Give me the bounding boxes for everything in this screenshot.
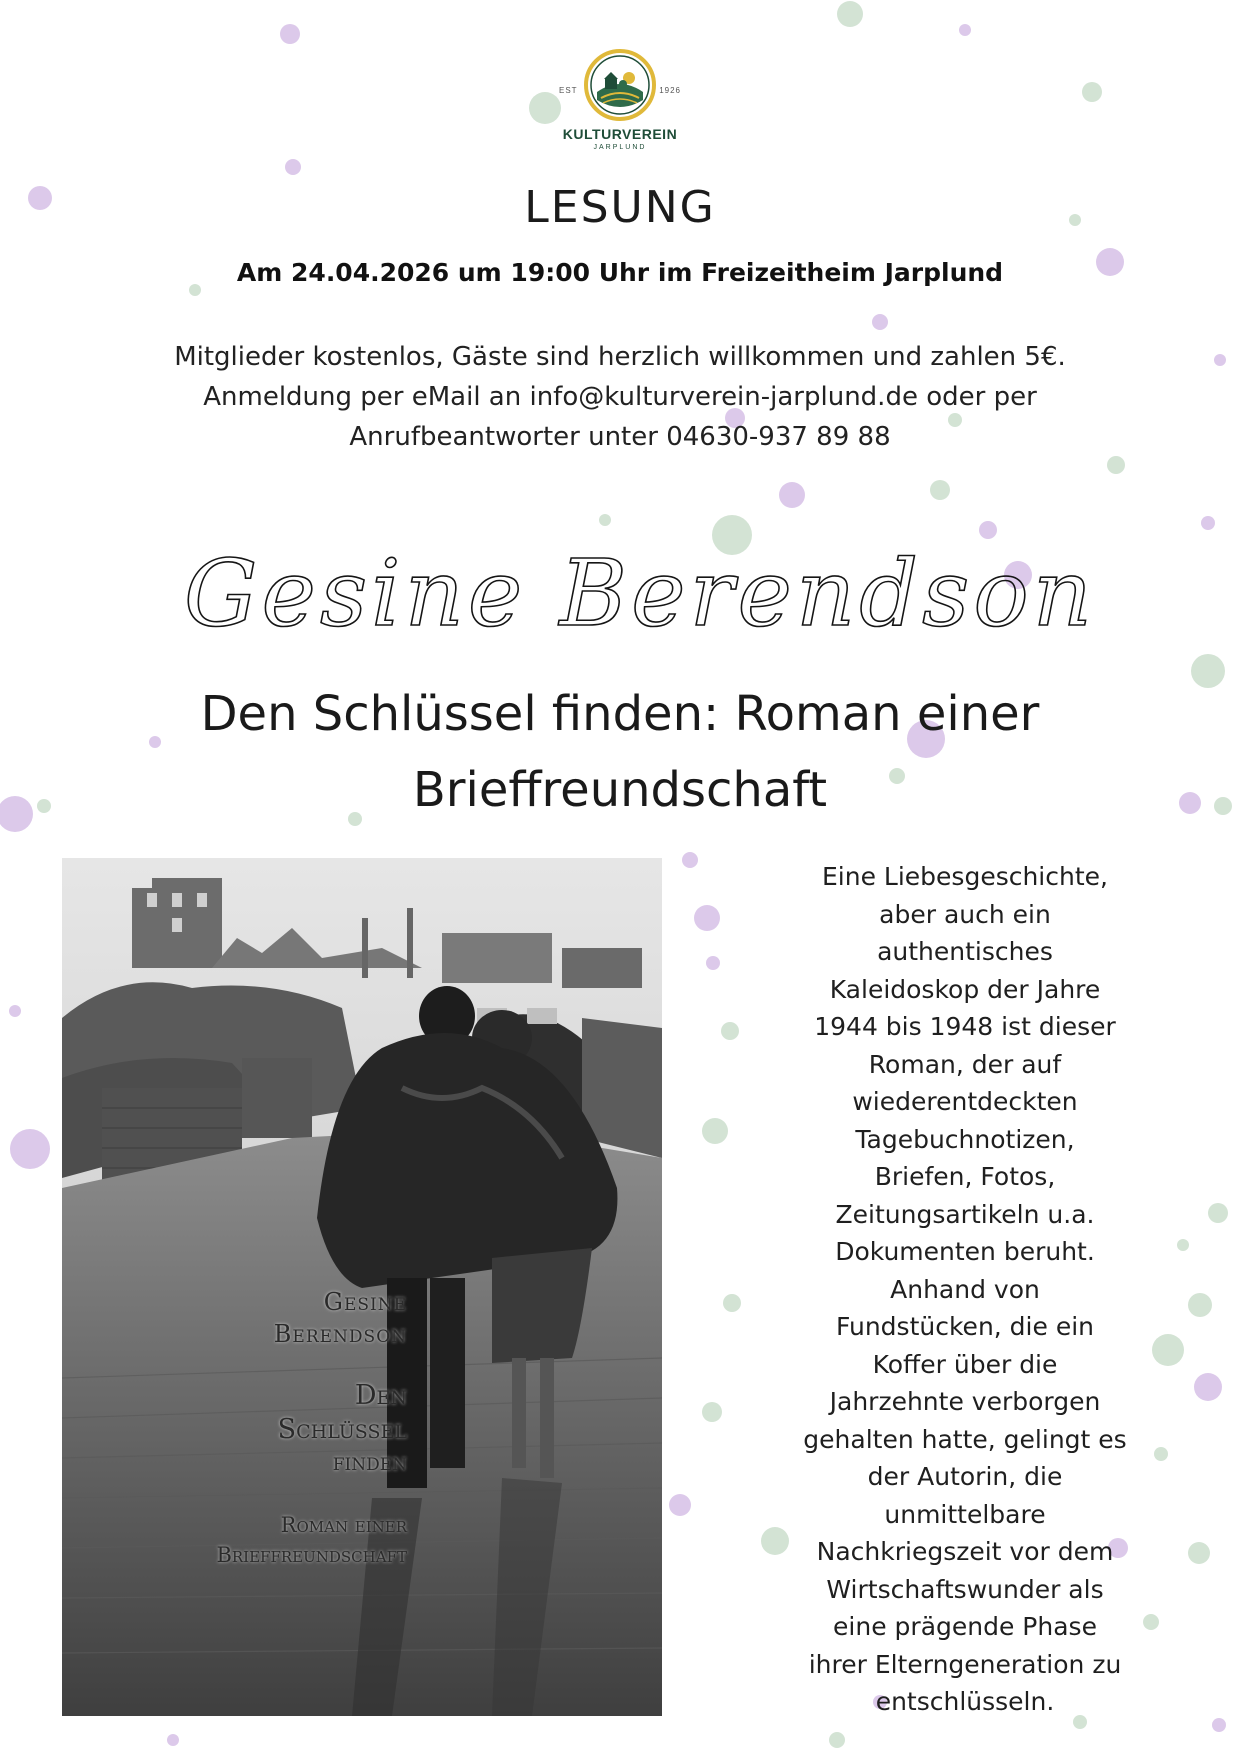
description-line: wiederentdeckten — [852, 1087, 1078, 1116]
confetti-dot — [723, 1294, 741, 1312]
description-line: Anhand von — [890, 1274, 1040, 1304]
confetti-dot — [9, 1005, 21, 1017]
confetti-dot — [1082, 82, 1102, 102]
confetti-dot — [702, 1118, 728, 1144]
confetti-dot — [829, 1732, 845, 1748]
info-line: Anmeldung per eMail an info@kulturverein-jarplund.de oder per — [203, 382, 1037, 412]
kulturverein-logo — [555, 48, 685, 158]
logo-year: 1926 — [659, 86, 681, 95]
confetti-dot — [1201, 516, 1215, 530]
description-line: aber auch ein — [879, 899, 1051, 929]
cover-photo — [62, 858, 662, 1716]
confetti-dot — [1188, 1293, 1212, 1317]
description-line: Tagebuchnotizen, — [855, 1124, 1075, 1154]
confetti-dot — [1212, 1718, 1226, 1732]
confetti-dot — [10, 1129, 50, 1169]
description-line: 1944 bis 1948 ist dieser — [814, 1012, 1116, 1041]
confetti-dot — [872, 314, 888, 330]
cover-subtitle-line: Roman einer — [280, 1513, 407, 1537]
event-info — [0, 337, 1240, 457]
confetti-dot — [959, 24, 971, 36]
author-name-script — [120, 520, 1160, 670]
confetti-dot — [837, 1, 863, 27]
confetti-dot — [167, 1734, 179, 1746]
book-title — [0, 676, 1240, 828]
author-name: Gesine Berendson — [184, 540, 1096, 647]
confetti-dot — [694, 905, 720, 931]
confetti-dot — [1177, 1239, 1189, 1251]
book-title-line: Brieffreundschaft — [412, 762, 828, 818]
description-line: Roman, der auf — [868, 1049, 1062, 1079]
description-line: gehalten hatte, gelingt es — [803, 1424, 1127, 1454]
description-line: Zeitungsartikeln u.a. — [835, 1199, 1095, 1229]
description-line: Wirtschaftswunder als — [826, 1574, 1104, 1604]
confetti-dot — [1188, 1542, 1210, 1564]
confetti-dot — [280, 24, 300, 44]
book-description — [770, 858, 1160, 1721]
description-line: Fundstücken, die ein — [835, 1312, 1094, 1341]
book-cover-image — [62, 858, 662, 1716]
description-line: Briefen, Fotos, — [874, 1162, 1056, 1191]
description-line: entschlüsseln. — [875, 1687, 1055, 1716]
event-heading: LESUNG — [524, 182, 716, 233]
description-line: unmittelbare — [884, 1499, 1046, 1529]
logo-place: JARPLUND — [593, 144, 647, 151]
description-line: Jahrzehnte verborgen — [829, 1387, 1101, 1416]
description-line: Koffer über die — [872, 1349, 1058, 1379]
confetti-dot — [1194, 1373, 1222, 1401]
confetti-dot — [779, 482, 805, 508]
logo-emblem-icon — [583, 48, 657, 122]
cover-author-line: Gesine — [323, 1288, 407, 1316]
confetti-dot — [706, 956, 720, 970]
confetti-dot — [702, 1402, 722, 1422]
confetti-dot — [930, 480, 950, 500]
confetti-dot — [285, 159, 301, 175]
confetti-dot — [1107, 456, 1125, 474]
description-line: Nachkriegszeit vor dem — [816, 1537, 1114, 1566]
confetti-dot — [721, 1022, 739, 1040]
logo-name: KULTURVEREIN — [562, 126, 678, 142]
cover-author-line: Berendson — [273, 1320, 407, 1348]
event-dateline: Am 24.04.2026 um 19:00 Uhr im Freizeitheim Jarplund — [236, 258, 1004, 287]
info-line: Mitglieder kostenlos, Gäste sind herzlich willkommen und zahlen 5€. — [174, 342, 1066, 372]
description-line: Eine Liebesgeschichte, — [822, 862, 1108, 891]
confetti-dot — [1208, 1203, 1228, 1223]
cover-title-line: Den — [354, 1380, 407, 1411]
cover-subtitle-line: Brieffreundschaft — [216, 1543, 407, 1567]
description-line: Kaleidoskop der Jahre — [829, 974, 1101, 1004]
description-line: eine prägende Phase — [833, 1612, 1097, 1641]
info-line: Anrufbeantworter unter 04630-937 89 88 — [349, 422, 891, 452]
confetti-dot — [669, 1494, 691, 1516]
cover-title-line: finden — [332, 1448, 407, 1476]
description-line: Dokumenten beruht. — [835, 1237, 1095, 1266]
cover-title-line: Schlüssel — [277, 1414, 407, 1445]
book-title-line: Den Schlüssel finden: Roman einer — [200, 686, 1040, 742]
description-line: authentisches — [877, 937, 1053, 966]
logo-est-label: EST — [559, 86, 578, 95]
confetti-dot — [682, 852, 698, 868]
description-line: der Autorin, die — [867, 1462, 1063, 1491]
description-line: ihrer Elterngeneration zu — [808, 1649, 1122, 1679]
